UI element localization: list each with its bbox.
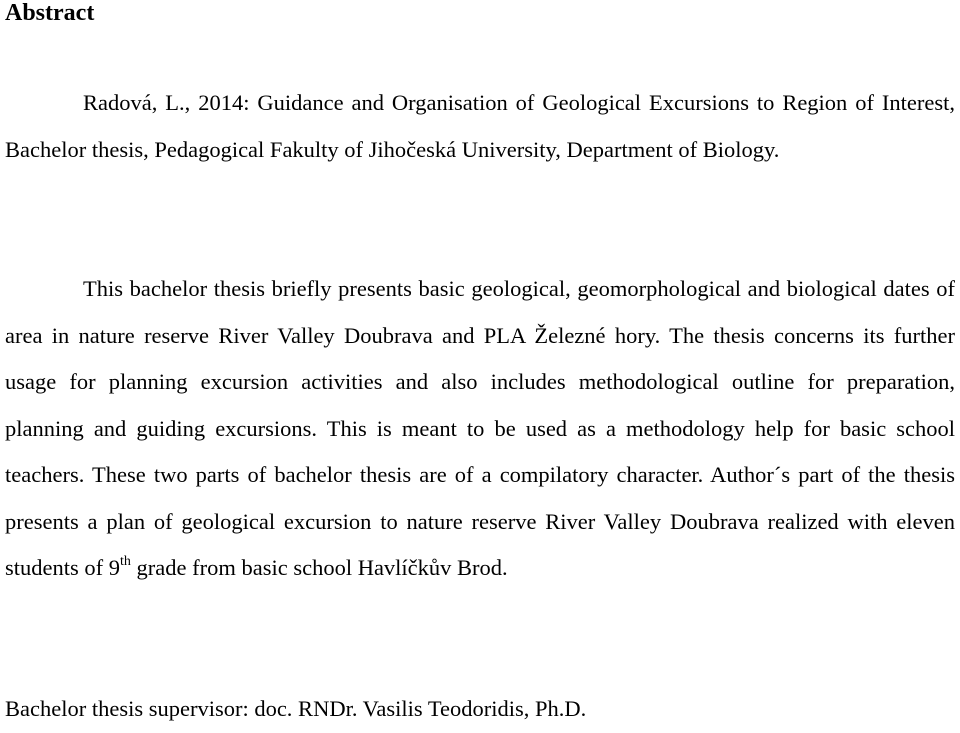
abstract-body-paragraph <box>5 266 955 592</box>
citation-paragraph <box>5 80 955 173</box>
citation-text: Radová, L., 2014: Guidance and Organisation of Geological Excursions to Region of Interest, Bachelor thesis, Pedagogical Fakulty of Jihočeská University, Department of Biology. <box>5 90 955 162</box>
abstract-body-text: This bachelor thesis briefly presents basic geological, geomorphological and biological dates of area in nature reserve River Valley Doubrava and PLA Železné hory. The thesis concerns its further usage for planning excursion activities and also includes methodological outline for preparation, planning and guiding excursions. This is meant to be used as a methodology help for basic school teachers. These two parts of bachelor thesis are of a compilatory character. Author´s part of the thesis presents a plan of geological excursion to nature reserve River Valley Doubrava realized with eleven students of 9 <box>5 276 955 580</box>
ordinal-superscript: th <box>120 553 131 569</box>
abstract-heading: Abstract <box>5 0 95 26</box>
supervisor-line: Bachelor thesis supervisor: doc. RNDr. Vasilis Teodoridis, Ph.D. <box>5 696 587 721</box>
abstract-body-text-end: grade from basic school Havlíčkův Brod. <box>130 555 508 580</box>
